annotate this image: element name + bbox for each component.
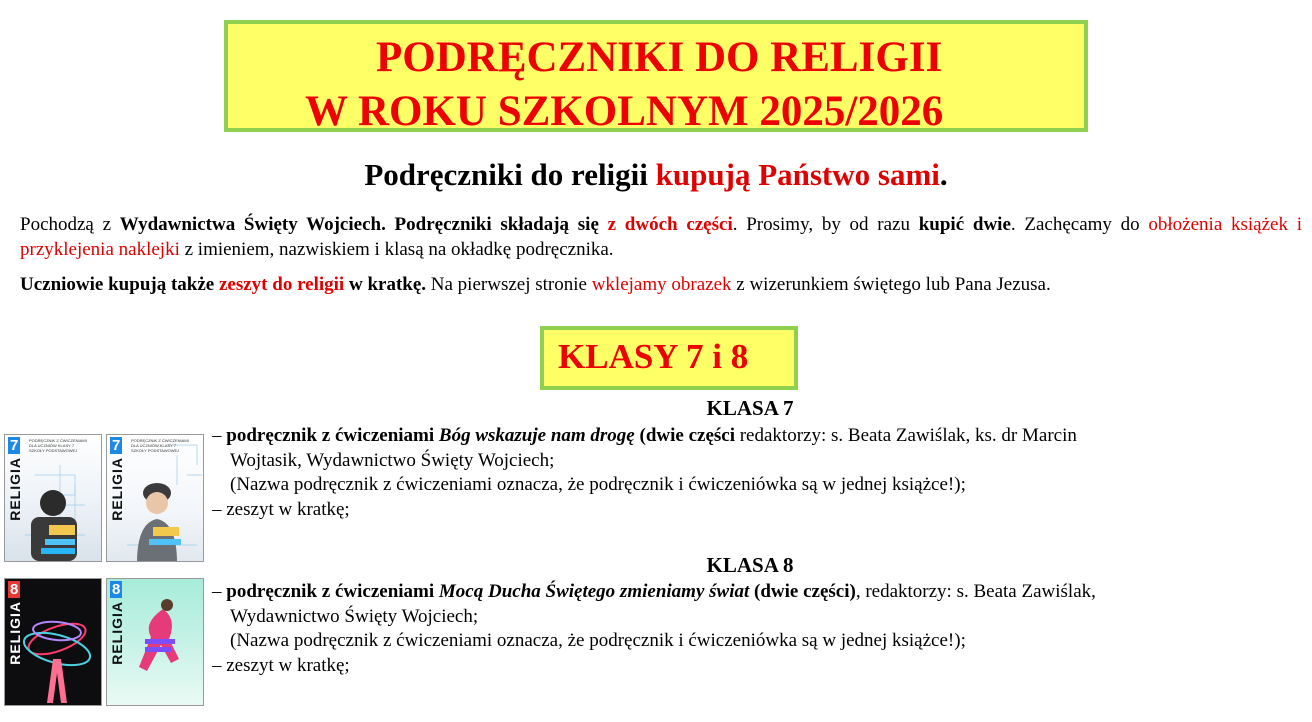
p1-text-i: z imieniem, nazwiskiem i klasą na okładkę podręcznika. — [179, 239, 614, 260]
book-title: Mocą Ducha Świętego zmieniamy świat — [438, 581, 750, 602]
cover-number: 8 — [10, 581, 19, 598]
grade-7-heading: KLASA 7 — [706, 396, 794, 420]
dash: – — [212, 581, 227, 602]
subtitle — [0, 158, 1312, 192]
info-paragraph-2 — [20, 272, 1302, 297]
grade-8-line-3: (Nazwa podręcznik z ćwiczeniami oznacza, że podręcznik i ćwiczeniówka są w jednej książce!); — [230, 630, 966, 651]
book-parts: (dwie części — [634, 425, 735, 446]
subtitle-part-1: Podręczniki do religii — [364, 157, 656, 192]
grade-8-heading: KLASA 8 — [706, 553, 794, 577]
p2-text-e: wklejamy obrazek — [591, 274, 732, 295]
title-line-1: PODRĘCZNIKI DO RELIGII — [376, 34, 943, 81]
book-type: podręcznik z ćwiczeniami — [226, 581, 439, 602]
grade-8-line-1 — [212, 580, 1096, 605]
dash: – — [212, 425, 227, 446]
cover-title: RELIGIA — [109, 457, 125, 521]
subtitle-part-3: . — [939, 157, 948, 192]
book-cover-grade-7-a — [4, 434, 102, 562]
p2-text-b: zeszyt do religii — [218, 274, 345, 295]
book-title: Bóg wskazuje nam drogę — [438, 425, 635, 446]
book-type: podręcznik z ćwiczeniami — [226, 425, 439, 446]
title-banner — [224, 20, 1088, 135]
p2-text-a: Uczniowie kupują także — [20, 274, 219, 295]
p1-text-e: . Prosimy, by od razu — [732, 214, 919, 235]
title-line-2: W ROKU SZKOLNYM 2025/2026 — [305, 88, 944, 135]
cover-title: RELIGIA — [7, 601, 23, 665]
p1-text-f: kupić dwie — [918, 214, 1011, 235]
book-editors: redaktorzy: s. Beata Zawiślak, ks. dr Marcin — [734, 425, 1077, 446]
cover-meta: PODRĘCZNIK Z ĆWICZENIAMI DLA UCZNIÓW KLASY 7 SZKOŁY PODSTAWOWEJ — [131, 438, 189, 453]
cover-number: 7 — [10, 437, 19, 454]
p1-text-g: . Zachęcamy do — [1010, 214, 1149, 235]
grade-7-line-2: Wojtasik, Wydawnictwo Święty Wojciech; — [230, 449, 555, 471]
cover-title: RELIGIA — [7, 457, 23, 521]
book-editors: , redaktorzy: s. Beata Zawiślak, — [855, 581, 1096, 602]
p2-text-d: Na pierwszej stronie — [426, 274, 592, 295]
cover-title: RELIGIA — [109, 601, 125, 665]
p1-text-b: Wydawnictwa Święty Wojciech. Podręczniki składają się — [119, 214, 599, 235]
grade-7-line-3: (Nazwa podręcznik z ćwiczeniami oznacza, że podręcznik i ćwiczeniówka są w jednej książce!); — [230, 474, 966, 495]
p1-text-a: Pochodzą z — [20, 214, 120, 235]
grade-7-line-4: – zeszyt w kratkę; — [212, 498, 350, 520]
p1-text-d: z dwóch części — [607, 214, 733, 235]
grade-8-line-2: Wydawnictwo Święty Wojciech; — [230, 605, 479, 627]
book-parts: (dwie części) — [749, 581, 856, 602]
cover-meta: PODRĘCZNIK Z ĆWICZENIAMI DLA UCZNIÓW KLASY 7 SZKOŁY PODSTAWOWEJ — [29, 438, 87, 453]
book-cover-grade-8-a — [4, 578, 102, 706]
grades-banner — [540, 326, 798, 390]
info-paragraph-1 — [20, 212, 1302, 262]
grades-label: KLASY 7 i 8 — [558, 337, 749, 376]
cover-number: 7 — [112, 437, 121, 454]
book-cover-grade-7-b — [106, 434, 204, 562]
p1-text-c — [599, 214, 608, 235]
grade-7-description — [212, 424, 1077, 522]
grade-8-description — [212, 580, 1096, 678]
book-cover-grade-8-b — [106, 578, 204, 706]
cover-number: 8 — [112, 581, 121, 598]
p2-text-c: w kratkę. — [344, 274, 427, 295]
grade-8-line-4: – zeszyt w kratkę; — [212, 654, 350, 676]
p1-text-h: obłożenia książek i przyklejenia naklejki — [20, 214, 1302, 260]
p2-text-f: z wizerunkiem świętego lub Pana Jezusa. — [731, 274, 1051, 295]
grade-7-line-1 — [212, 424, 1077, 449]
subtitle-part-2: kupują Państwo sami — [655, 157, 940, 192]
